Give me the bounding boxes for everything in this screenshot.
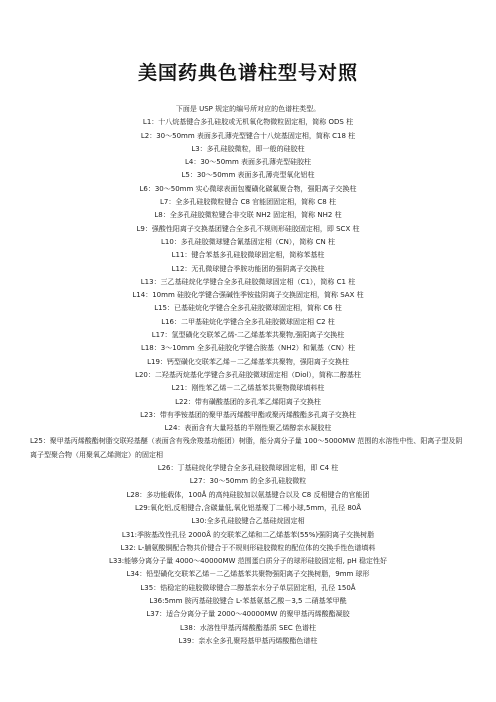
list-item: L29:氧化铝,反相键合,含碳量低,氧化铝基聚丁二稀小球,5mm，孔径 80Å: [134, 503, 362, 512]
list-item: L24：表面含有大量羟基的半刚性聚乙烯醇亲水凝胶柱: [164, 424, 332, 433]
list-item: L23：带有季铵基团的聚甲基丙烯酸甲酯或聚丙烯酸酯多孔离子交换柱: [140, 410, 356, 419]
list-item: L28：多功能载体，100Å 的高纯硅胶加以氨基键合以及 C8 反相键合的官能团: [126, 490, 370, 499]
list-item: L33:能够分离分子量 4000～40000MW 范围蛋白质分子的球形硅胶固定相, pH 稳定性好: [108, 557, 388, 566]
list-item: L39：亲水全多孔聚羟基甲基丙烯酸酯色谱柱: [178, 636, 318, 645]
list-item: L4：30～50mm 表面多孔薄壳型硅胶柱: [184, 158, 312, 167]
list-item: L32: L-脯氨酸铜配合物共价键合于不规则形硅胶微粒的配位体的交换手性色谱填料: [120, 543, 376, 552]
list-item: L14：10mm 硅胶化学键合强碱性季铵盐阴离子交换固定相，简称 SAX 柱: [132, 291, 364, 300]
list-item: L22：带有磺酸基团的多孔苯乙烯阳离子交换柱: [175, 397, 321, 406]
list-item: L31:季胺基改性孔径 2000Å 的交联苯乙烯和二乙烯基苯(55%)强阴离子交换树脂: [121, 530, 375, 539]
list-item: L16：二甲基硅烷化学键合全多孔硅胶微球固定相 C2 柱: [161, 317, 335, 326]
list-item: L20：二羟基丙烷基化学键合多孔硅胶微球固定相（Diol），简称二醇基柱: [135, 370, 361, 379]
list-item: L5：30～50mm 表面多孔薄壳型氧化铝柱: [181, 171, 315, 180]
list-item: L9：强酸性阳离子交换基团键合全多孔不规则形硅胶固定相，即 SCX 柱: [136, 224, 360, 233]
list-item: L13：三乙基硅烷化学键合全多孔硅胶微球固定相（C1），简称 C1 柱: [140, 277, 356, 286]
list-item: L30:全多孔硅胶键合乙基硅烷固定相: [191, 517, 305, 526]
list-item: L1：十八烷基键合多孔硅胶或无机氧化物微粒固定相，简称 ODS 柱: [142, 118, 354, 127]
list-item: L15：已基硅烷化学键合全多孔硅胶微球固定相，简称 C6 柱: [154, 304, 342, 313]
list-item: L6：30～50mm 实心微球表面包覆磺化碳氟聚合物，强阳离子交换柱: [139, 184, 357, 193]
list-item: L27：30～50mm 的全多孔硅胶微粒: [189, 477, 307, 486]
list-item: L3：多孔硅胶微粒，即一般的硅胶柱: [191, 144, 305, 153]
column-type-list: [0, 116, 496, 648]
list-item: L7：全多孔硅胶微粒键合 C8 官能团固定相，简称 C8 柱: [160, 198, 336, 207]
list-item: L17：氢型磺化交联苯乙烯-二乙烯基苯共聚物,强阳离子交换柱: [151, 331, 345, 340]
list-item: L18：3～10mm 全多孔硅胶化学键合胺基（NH2）和氰基（CN）柱: [140, 344, 356, 353]
list-item: L19：钙型磺化交联苯乙烯－二乙烯基苯共聚物，强阳离子交换柱: [147, 357, 349, 366]
list-item: L10：多孔硅胶微球键合氰基固定相（CN），简称 CN 柱: [160, 237, 335, 246]
intro-text: 下面是 USP 规定的编号所对应的色谱柱类型。: [175, 105, 321, 113]
list-item: L25：聚甲基丙烯酸酯树脂交联羟基醚（表面含有残余羧基功能团）树脂，能分离分子量 100～5000MW 范围的水溶性中性、阳离子型及阴离子型聚合物（用聚氧乙烯测定）的固定相: [30, 437, 463, 459]
list-item: L11：键合苯基多孔硅胶微球固定相，简称苯基柱: [171, 251, 325, 260]
list-item: L35：锆稳定的硅胶微球键合二醇基亲水分子单层固定相，孔径 150Å: [140, 583, 356, 592]
list-item: L34：铅型磺化交联苯乙烯－二乙烯基苯共聚物强阳离子交换树脂，9mm 球形: [126, 570, 370, 579]
list-item: L12：无孔微球键合季胺功能团的强阴离子交换柱: [171, 264, 325, 273]
list-item: L2：30～50mm 表面多孔薄壳型键合十八烷基固定相，简称 C18 柱: [140, 131, 356, 140]
list-item: L38：水溶性甲基丙烯酸酯基质 SEC 色谱柱: [179, 623, 316, 632]
list-item: L26：丁基硅烷化学键合全多孔硅胶微球固定相，即 C4 柱: [157, 464, 339, 473]
list-item: L21：刚性苯乙烯－二乙烯基苯共聚物微球填料柱: [171, 384, 325, 393]
list-item: L8：全多孔硅胶微粒键合非交联 NH2 固定相，简称 NH2 柱: [154, 211, 342, 220]
page-title: 美国药典色谱柱型号对照: [137, 62, 358, 84]
list-item: L36:5mm 胺丙基硅胶键合 L-苯基氨基乙酸－3,5 二硝基苯甲酰: [149, 596, 347, 605]
list-item: L37：适合分离分子量 2000～40000MW 的聚甲基丙烯酸酯凝胶: [146, 610, 350, 619]
